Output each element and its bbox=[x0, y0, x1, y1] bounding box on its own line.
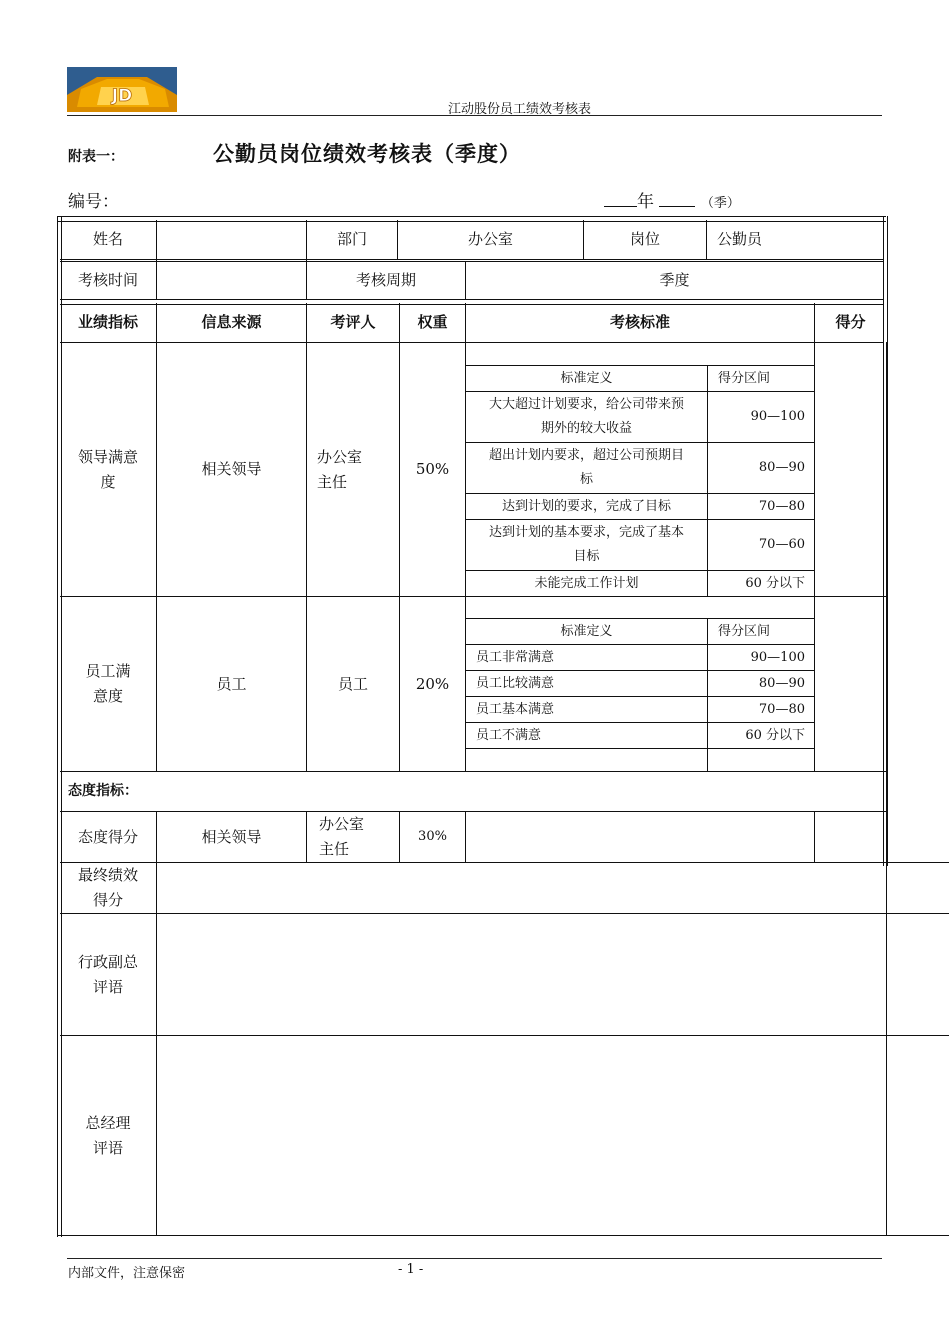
comment-line: 总经理 bbox=[85, 1113, 131, 1132]
criteria-def: 员工非常满意 bbox=[476, 649, 555, 665]
weight-cell: 50% bbox=[415, 460, 450, 478]
criteria-range: 70—80 bbox=[758, 498, 805, 514]
comment-line: 行政副总 bbox=[77, 952, 138, 971]
period-value[interactable]: 季度 bbox=[659, 271, 690, 289]
time-label: 考核时间 bbox=[77, 271, 138, 289]
indicator-line: 领导满意 bbox=[77, 447, 138, 466]
attitude-section-label: 态度指标： bbox=[68, 783, 138, 799]
page-title: 公勤员岗位绩效考核表（季度） bbox=[213, 141, 521, 166]
criteria-range: 90—100 bbox=[750, 409, 805, 424]
weight-cell: 20% bbox=[415, 674, 450, 693]
criteria-head-def: 标准定义 bbox=[560, 623, 613, 639]
season-label: （季） bbox=[700, 196, 740, 211]
rater-line: 办公室 bbox=[319, 815, 365, 833]
attitude-weight: 30% bbox=[418, 829, 447, 844]
attitude-criteria[interactable] bbox=[466, 812, 814, 862]
gm-comment-field[interactable] bbox=[157, 1036, 886, 1235]
time-value[interactable] bbox=[157, 262, 306, 299]
col-header-score: 得分 bbox=[835, 313, 866, 331]
header-title: 江动股份员工绩效考核表 bbox=[448, 102, 592, 117]
col-header-weight: 权重 bbox=[417, 313, 448, 331]
rater-cell bbox=[307, 343, 399, 596]
name-label: 姓名 bbox=[92, 230, 123, 248]
indicator-line: 意度 bbox=[92, 687, 123, 705]
rater-line: 办公室 bbox=[317, 447, 363, 466]
col-header-indicator: 业绩指标 bbox=[77, 313, 138, 331]
criteria-range: 80—90 bbox=[758, 460, 805, 475]
indicator-leader-satisfaction bbox=[60, 343, 156, 596]
criteria-range: 90—100 bbox=[750, 649, 805, 665]
final-line: 得分 bbox=[92, 891, 123, 909]
source-cell: 相关领导 bbox=[201, 460, 262, 478]
period-label: 考核周期 bbox=[355, 271, 416, 289]
header-rule bbox=[67, 115, 882, 116]
criteria-def-line: 达到计划的基本要求，完成了基本 bbox=[488, 525, 684, 540]
year-char: 年 bbox=[637, 192, 654, 212]
criteria-def-line: 标 bbox=[579, 472, 593, 487]
attitude-rater bbox=[307, 812, 399, 862]
criteria-def-line: 大大超过计划要求，给公司带来预 bbox=[488, 397, 684, 412]
col-header-source: 信息来源 bbox=[201, 313, 262, 331]
attitude-source: 相关领导 bbox=[201, 827, 262, 846]
criteria-def-line: 超出计划内要求，超过公司预期目 bbox=[488, 448, 684, 463]
col-header-rater: 考评人 bbox=[330, 313, 376, 331]
comment-line: 评语 bbox=[92, 1138, 123, 1157]
dept-value[interactable]: 办公室 bbox=[467, 230, 513, 248]
admin-comment-field[interactable] bbox=[157, 914, 886, 1035]
criteria-range: 70—80 bbox=[758, 701, 805, 717]
company-logo bbox=[67, 67, 177, 112]
criteria-range: 60 分以下 bbox=[745, 575, 805, 591]
indicator-staff-satisfaction bbox=[60, 597, 156, 771]
name-value[interactable] bbox=[157, 220, 306, 259]
post-value[interactable]: 公勤员 bbox=[717, 230, 763, 248]
footer-confidential: 内部文件，注意保密 bbox=[68, 1266, 186, 1281]
criteria-range: 60 分以下 bbox=[745, 727, 805, 743]
criteria-head-range: 得分区间 bbox=[718, 370, 771, 386]
criteria-def-line: 目标 bbox=[573, 549, 600, 564]
criteria-def-line: 期外的较大收益 bbox=[540, 421, 632, 436]
rater-line: 主任 bbox=[317, 472, 348, 491]
dept-label: 部门 bbox=[336, 230, 367, 248]
source-cell: 员工 bbox=[216, 674, 247, 693]
criteria-range: 70—60 bbox=[758, 537, 805, 552]
criteria-def: 员工基本满意 bbox=[476, 701, 555, 717]
criteria-head-range: 得分区间 bbox=[718, 623, 771, 639]
score-cell[interactable] bbox=[815, 597, 886, 771]
annex-label: 附表一： bbox=[68, 149, 124, 165]
criteria-def bbox=[466, 520, 707, 570]
score-cell[interactable] bbox=[815, 343, 886, 596]
final-score-value[interactable] bbox=[157, 863, 886, 913]
criteria-def: 员工比较满意 bbox=[476, 675, 555, 691]
rater-line: 主任 bbox=[319, 840, 350, 858]
criteria-head-def: 标准定义 bbox=[560, 370, 613, 386]
year-season-field bbox=[604, 187, 740, 212]
post-label: 岗位 bbox=[629, 230, 660, 248]
number-label: 编号： bbox=[68, 192, 119, 212]
criteria-def: 员工不满意 bbox=[476, 727, 542, 743]
footer-rule bbox=[67, 1258, 882, 1259]
gm-comment-label bbox=[60, 1036, 156, 1235]
col-header-criteria: 考核标准 bbox=[609, 313, 670, 331]
comment-line: 评语 bbox=[92, 977, 123, 996]
criteria-def bbox=[466, 392, 707, 442]
season-blank bbox=[659, 192, 695, 207]
criteria-range: 80—90 bbox=[758, 675, 805, 691]
rater-cell: 员工 bbox=[337, 674, 368, 693]
indicator-line: 度 bbox=[100, 472, 116, 491]
attitude-label: 态度得分 bbox=[77, 827, 138, 846]
criteria-def: 达到计划的要求，完成了目标 bbox=[501, 498, 671, 514]
attitude-score[interactable] bbox=[815, 812, 886, 862]
final-score-label bbox=[60, 863, 156, 913]
admin-comment-label bbox=[60, 914, 156, 1035]
year-blank bbox=[604, 192, 637, 207]
criteria-def: 未能完成工作计划 bbox=[534, 575, 639, 591]
logo-text: JD bbox=[111, 86, 133, 106]
final-line: 最终绩效 bbox=[77, 866, 138, 884]
indicator-line: 员工满 bbox=[85, 662, 131, 680]
criteria-def bbox=[466, 443, 707, 493]
page-number: - 1 - bbox=[398, 1262, 424, 1277]
